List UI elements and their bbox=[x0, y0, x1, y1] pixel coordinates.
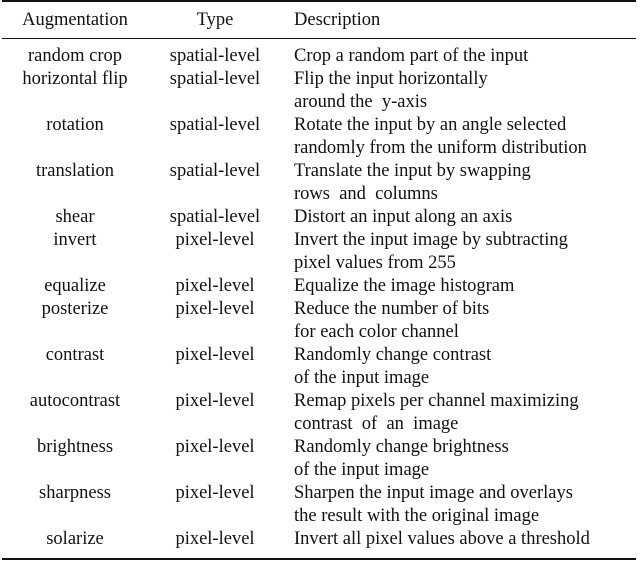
table-row bbox=[0, 275, 640, 298]
description-line: Remap pixels per channel maximizing bbox=[294, 391, 579, 411]
table-row bbox=[0, 68, 640, 114]
description-line: Randomly change brightness bbox=[294, 437, 509, 457]
table-row bbox=[0, 482, 640, 528]
augmentation-description bbox=[294, 528, 640, 551]
table-row bbox=[0, 114, 640, 160]
table-row bbox=[0, 436, 640, 482]
description-line: pixel values from 255 bbox=[294, 253, 456, 273]
augmentation-description bbox=[294, 436, 640, 482]
augmentation-name: translation bbox=[35, 161, 115, 181]
augmentation-type: pixel-level bbox=[175, 483, 255, 503]
description-line: around the y-axis bbox=[294, 92, 428, 112]
augmentation-description bbox=[294, 206, 640, 229]
table-top-rule bbox=[2, 0, 636, 2]
augmentation-description bbox=[294, 229, 640, 275]
augmentation-name: contrast bbox=[45, 345, 105, 365]
augmentation-description bbox=[294, 482, 640, 528]
augmentation-type: spatial-level bbox=[169, 46, 261, 66]
table-bottom-rule bbox=[2, 558, 636, 560]
augmentation-description bbox=[294, 45, 640, 68]
description-line: for each color channel bbox=[294, 322, 459, 342]
description-line: Flip the input horizontally bbox=[294, 69, 488, 89]
table-row bbox=[0, 229, 640, 275]
table-body bbox=[0, 45, 640, 551]
description-line: Distort an input along an axis bbox=[294, 207, 513, 227]
augmentation-type: pixel-level bbox=[175, 529, 255, 549]
description-line: Invert all pixel values above a threshold bbox=[294, 529, 590, 549]
description-line: randomly from the uniform distribution bbox=[294, 138, 587, 158]
augmentation-name: random crop bbox=[27, 46, 122, 66]
augmentation-name: rotation bbox=[46, 115, 104, 135]
augmentation-type: pixel-level bbox=[175, 276, 255, 296]
augmentation-type: pixel-level bbox=[175, 391, 255, 411]
description-line: Invert the input image by subtracting bbox=[294, 230, 568, 250]
augmentation-type: spatial-level bbox=[169, 161, 261, 181]
description-line: Rotate the input by an angle selected bbox=[294, 115, 567, 135]
table-row bbox=[0, 390, 640, 436]
table-row bbox=[0, 528, 640, 551]
description-line: Sharpen the input image and overlays bbox=[294, 483, 573, 503]
augmentation-name: equalize bbox=[44, 276, 106, 296]
augmentation-type: pixel-level bbox=[175, 345, 255, 365]
description-line: Reduce the number of bits bbox=[294, 299, 490, 319]
augmentation-type: spatial-level bbox=[169, 115, 261, 135]
augmentation-type: pixel-level bbox=[175, 437, 255, 457]
header-type: Type bbox=[196, 10, 234, 30]
table-row bbox=[0, 45, 640, 68]
augmentation-name: horizontal flip bbox=[22, 69, 128, 89]
augmentation-name: sharpness bbox=[39, 483, 111, 503]
table-header-rule bbox=[2, 38, 636, 39]
description-line: Translate the input by swapping bbox=[294, 161, 531, 181]
augmentation-type: spatial-level bbox=[169, 207, 261, 227]
table-row bbox=[0, 160, 640, 206]
description-line: Crop a random part of the input bbox=[294, 46, 529, 66]
augmentation-description bbox=[294, 390, 640, 436]
table-header bbox=[0, 9, 640, 32]
description-line: contrast of an image bbox=[294, 414, 459, 434]
description-line: of the input image bbox=[294, 368, 430, 388]
table-row bbox=[0, 344, 640, 390]
description-line: Randomly change contrast bbox=[294, 345, 492, 365]
augmentation-description bbox=[294, 68, 640, 114]
augmentation-type: pixel-level bbox=[175, 299, 255, 319]
augmentation-type: pixel-level bbox=[175, 230, 255, 250]
augmentation-description bbox=[294, 344, 640, 390]
description-line: the result with the original image bbox=[294, 506, 540, 526]
augmentation-description bbox=[294, 275, 640, 298]
augmentation-name: posterize bbox=[41, 299, 109, 319]
augmentation-name: invert bbox=[53, 230, 97, 250]
description-line: Equalize the image histogram bbox=[294, 276, 515, 296]
table-row bbox=[0, 206, 640, 229]
description-line: of the input image bbox=[294, 460, 430, 480]
augmentation-description bbox=[294, 114, 640, 160]
augmentation-description bbox=[294, 298, 640, 344]
description-line: rows and columns bbox=[294, 184, 438, 204]
augmentation-type: spatial-level bbox=[169, 69, 261, 89]
augmentation-description bbox=[294, 160, 640, 206]
table-row bbox=[0, 298, 640, 344]
header-augmentation: Augmentation bbox=[22, 10, 128, 30]
augmentation-name: solarize bbox=[46, 529, 104, 549]
header-description: Description bbox=[294, 10, 381, 30]
augmentation-name: brightness bbox=[36, 437, 114, 457]
augmentation-name: autocontrast bbox=[29, 391, 121, 411]
augmentation-name: shear bbox=[55, 207, 95, 227]
